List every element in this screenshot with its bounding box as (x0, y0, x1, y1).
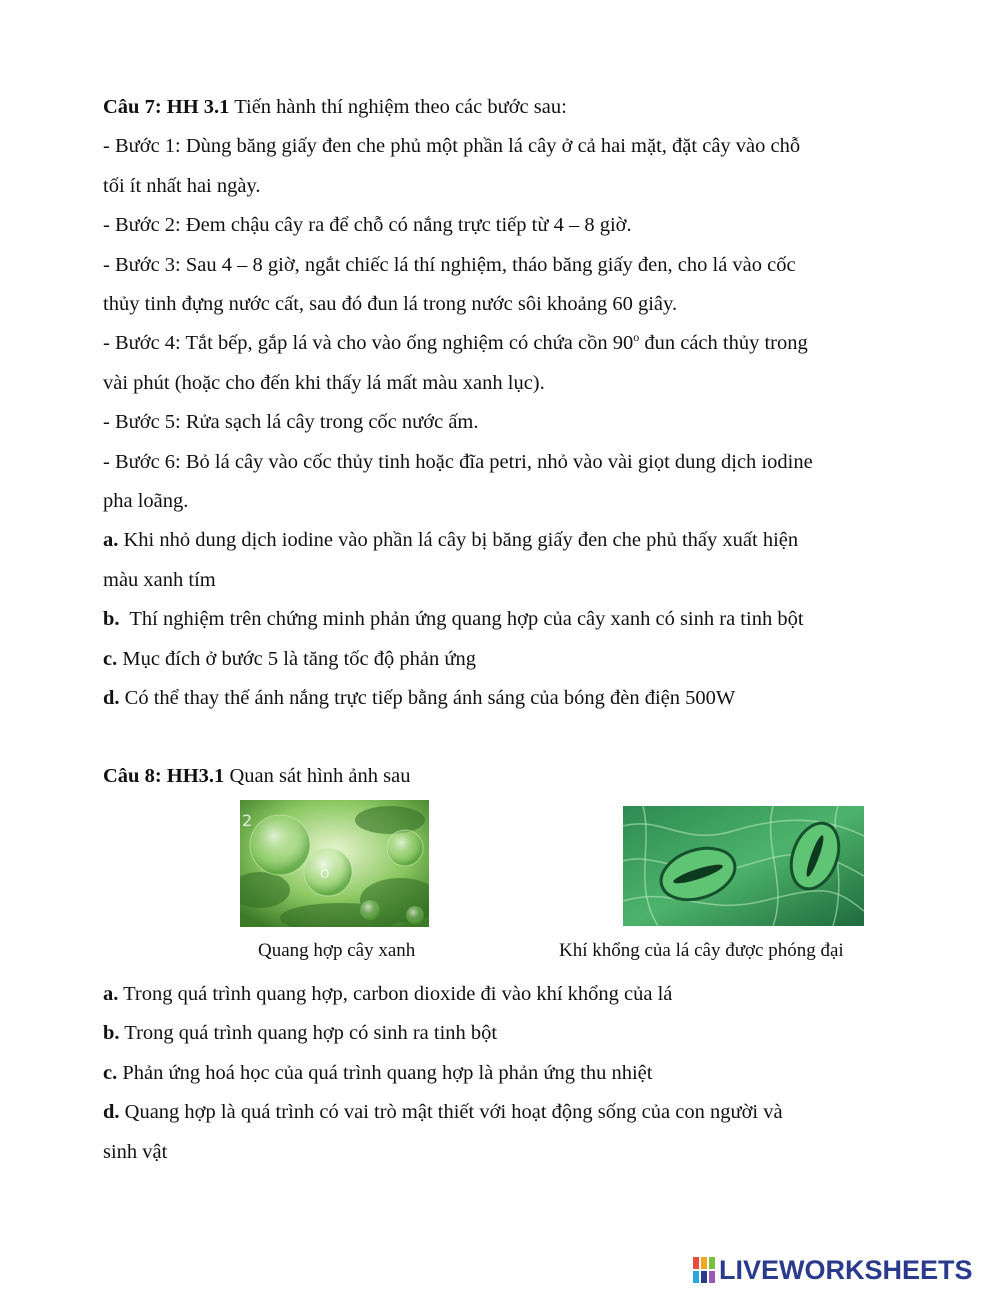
q7-option-d: d. Có thể thay thế ánh nắng trực tiếp bằng ánh sáng của bóng đèn điện 500W (103, 687, 736, 710)
q7-step4-line1: - Bước 4: Tắt bếp, gắp lá và cho vào ống nghiệm có chứa cồn 90$^o$ đun cách thủy trong (103, 330, 808, 355)
photosynthesis-image (240, 800, 429, 927)
q7-step3-line2: thủy tinh đựng nước cất, sau đó đun lá trong nước sôi khoảng 60 giây. (103, 293, 678, 316)
q7-option-a-line2: màu xanh tím (103, 568, 216, 591)
q7-option-a-line1: a. Khi nhỏ dung dịch iodine vào phần lá cây bị băng giấy đen che phủ thấy xuất hiện (103, 529, 799, 552)
question-7 (103, 88, 883, 796)
stomata-image (623, 806, 864, 926)
caption-stomata: Khí khổng của lá cây được phóng đại (559, 940, 844, 961)
svg-text:O: O (320, 867, 330, 881)
q7-step1-line2: tối ít nhất hai ngày. (103, 174, 261, 197)
q7-step4-line2: vài phút (hoặc cho đến khi thấy lá mất màu xanh lục). (103, 371, 545, 394)
q8-option-d-line2: sinh vật (103, 1140, 168, 1163)
q8-option-a: a. Trong quá trình quang hợp, carbon dioxide đi vào khí khổng của lá (103, 983, 673, 1005)
q7-option-c: c. Mục đích ở bước 5 là tăng tốc độ phản ứng (103, 647, 476, 670)
q8-title: Câu 8: HH3.1 Quan sát hình ảnh sau (103, 764, 411, 787)
liveworksheets-wordmark: LIVEWORKSHEETS (719, 1254, 973, 1285)
stomata-illustration (623, 806, 864, 926)
q7-option-b: b. Thí nghiệm trên chứng minh phản ứng quang hợp của cây xanh có sinh ra tinh bột (103, 608, 804, 631)
q7-step6-line2: pha loãng. (103, 490, 189, 513)
q8-option-d-line1: d. Quang hợp là quá trình có vai trò mật thiết với hoạt động sống của con người và (103, 1101, 783, 1124)
q7-step5: - Bước 5: Rửa sạch lá cây trong cốc nước ấm. (103, 411, 479, 434)
q7-step6-line1: - Bước 6: Bỏ lá cây vào cốc thủy tinh hoặc đĩa petri, nhỏ vào vài giọt dung dịch iodine (103, 450, 813, 473)
q7-title: Câu 7: HH 3.1 Tiến hành thí nghiệm theo các bước sau: (103, 96, 567, 118)
liveworksheets-icon (693, 1257, 715, 1283)
q7-step3-line1: - Bước 3: Sau 4 – 8 giờ, ngắt chiếc lá thí nghiệm, tháo băng giấy đen, cho lá vào cốc (103, 253, 796, 276)
photosynthesis-illustration (240, 800, 429, 927)
q8-option-b: b. Trong quá trình quang hợp có sinh ra tinh bột (103, 1022, 498, 1045)
q8-figures (0, 800, 1000, 970)
q8-option-c: c. Phản ứng hoá học của quá trình quang hợp là phản ứng thu nhiệt (103, 1061, 653, 1084)
liveworksheets-logo (693, 1254, 973, 1286)
question-8-options (103, 975, 883, 1172)
q7-step1-line1: - Bước 1: Dùng băng giấy đen che phủ một phần lá cây ở cả hai mặt, đặt cây vào chỗ (103, 135, 801, 158)
svg-text:2: 2 (242, 811, 253, 830)
q7-step2: - Bước 2: Đem chậu cây ra để chỗ có nắng trực tiếp từ 4 – 8 giờ. (103, 214, 632, 237)
caption-photosynthesis: Quang hợp cây xanh (258, 940, 416, 961)
